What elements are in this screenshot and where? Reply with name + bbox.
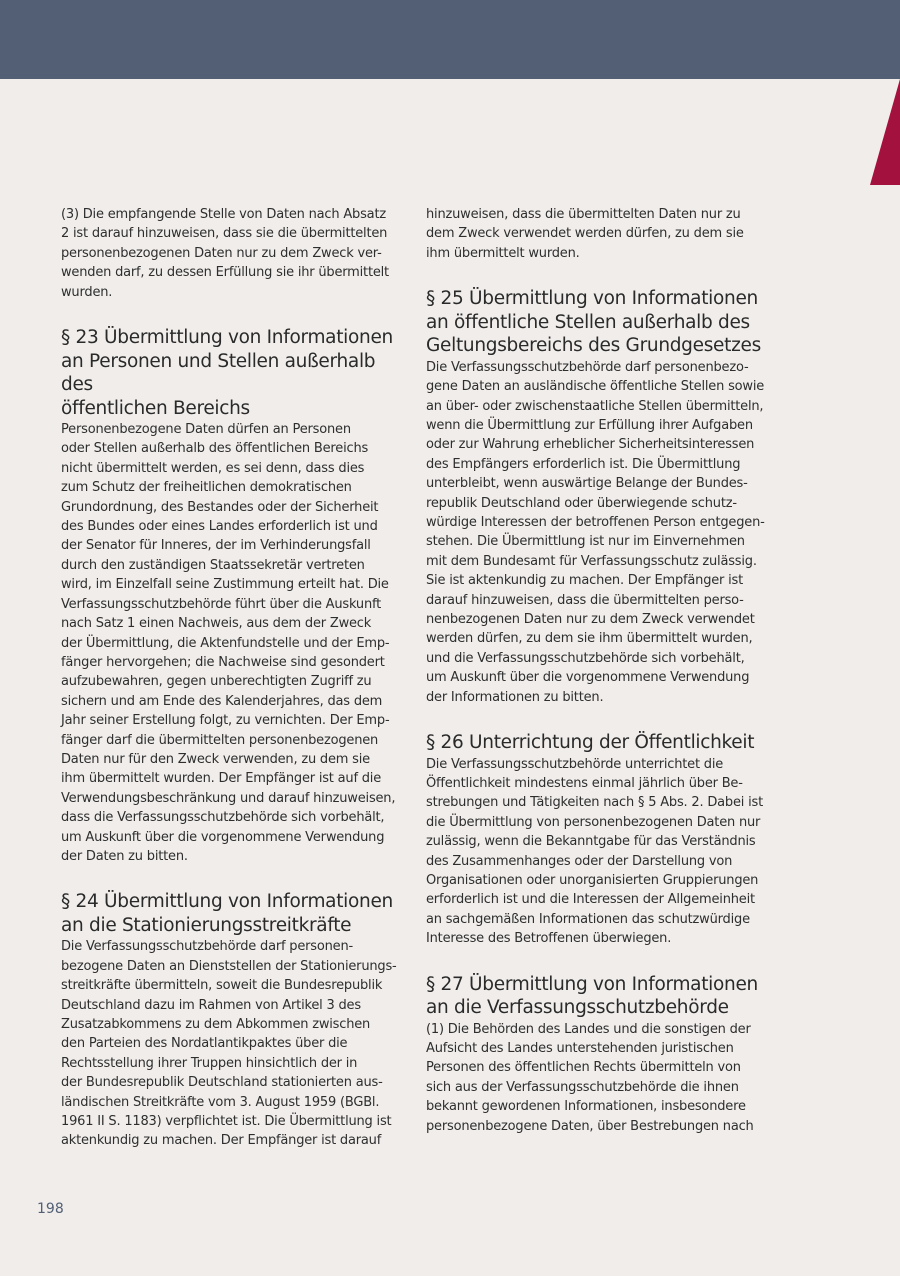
section-23-body: Personenbezogene Daten dürfen an Personen oder Stellen außerhalb des öffentlichen Bereichs nicht übermittelt werden, es sei denn, dass dies zum Schutz der freiheitlichen demokratischen Grundordnung, des Bestandes oder der Sicherheit des Bundes oder eines Landes erforderlich ist und der Senator für Inneres, der im Verhinderungsfall durch den zuständigen Staatssekretär vertreten wird, im Einzelfall seine Zustimmung erteilt hat. Die Verfassungsschutzbehörde führt über die Auskunft nach Satz 1 einen Nachweis, aus dem der Zweck der Übermittlung, die Aktenfundstelle und der Emp- fänger hervorgehen; die Nachweise sind gesondert aufzubewahren, gegen unberechtigten Zugriff zu sichern und am Ende des Kalenderjahres, das dem Jahr seiner Erstellung folgt, zu vernichten. Der Emp- fänger darf die übermittelten personenbezogenen Daten nur für den Zweck verwenden, zu dem sie ihm übermittelt wurden. Der Empfänger ist auf die Verwendungsbeschränkung und darauf hinzuweisen, dass die Verfassungsschutzbehörde sich vorbehält, um Auskunft über die vorgenommene Verwendung der Daten zu bitten. bbox=[61, 422, 396, 864]
header-band bbox=[0, 0, 900, 79]
right-column bbox=[426, 205, 771, 1136]
section-23 bbox=[61, 326, 401, 866]
corner-accent-shape bbox=[870, 79, 900, 185]
section-26 bbox=[426, 731, 771, 949]
left-column bbox=[61, 205, 401, 1151]
section-26-heading: § 26 Unterrichtung der Öffentlichkeit bbox=[426, 732, 755, 754]
intro-paragraph-left: (3) Die empfangende Stelle von Daten nach Absatz 2 ist darauf hinzuweisen, dass sie die übermittelten personenbezogenen Daten nur zu dem Zweck ver- wenden darf, zu dessen Erfüllung sie ihr übermittelt wurden. bbox=[61, 207, 389, 300]
section-25 bbox=[426, 287, 771, 707]
page-number: 198 bbox=[37, 1201, 64, 1217]
intro-paragraph-right: hinzuweisen, dass die übermittelten Daten nur zu dem Zweck verwendet werden dürfen, zu dem sie ihm übermittelt wurden. bbox=[426, 207, 744, 261]
section-24 bbox=[61, 890, 401, 1150]
corner-accent-triangle bbox=[870, 79, 900, 185]
section-27-heading: § 27 Übermittlung von Informationen an die Verfassungsschutzbehörde bbox=[426, 973, 758, 1019]
section-27-body: (1) Die Behörden des Landes und die sonstigen der Aufsicht des Landes unterstehenden juristischen Personen des öffentlichen Rechts übermitteln von sich aus der Verfassungsschutzbehörde die ihnen bekannt gewordenen Informationen, insbesondere personenbezogene Daten, über Bestrebungen nach bbox=[426, 1021, 754, 1134]
section-25-body: Die Verfassungsschutzbehörde darf personenbezo- gene Daten an ausländische öffentliche Stellen sowie an über- oder zwischenstaatliche Stellen übermitteln, wenn die Übermittlung zur Erfüllung ihrer Aufgaben oder zur Wahrung erheblicher Sicherheitsinteressen des Empfängers erforderlich ist. Die Übermittlung unterbleibt, wenn auswärtige Belange der Bundes- republik Deutschland oder überwiegende schutz- würdige Interessen der betroffenen Person entgegen- stehen. Die Übermittlung ist nur im Einvernehmen mit dem Bundesamt für Verfassungsschutz zulässig. Sie ist aktenkundig zu machen. Der Empfänger ist darauf hinzuweisen, dass die übermittelten perso- nenbezogenen Daten nur zu dem Zweck verwendet werden dürfen, zu dem sie ihm übermittelt wurden, und die Verfassungsschutzbehörde sich vorbehält, um Auskunft über die vorgenommene Verwendung der Informationen zu bitten. bbox=[426, 359, 765, 705]
section-24-heading: § 24 Übermittlung von Informationen an die Stationierungsstreitkräfte bbox=[61, 891, 393, 936]
section-23-heading: § 23 Übermittlung von Informationen an Personen und Stellen außerhalb des öffentlichen Bereichs bbox=[61, 327, 393, 419]
section-24-body: Die Verfassungsschutzbehörde darf personen- bezogene Daten an Dienststellen der Stationierungs- streitkräfte übermitteln, soweit die Bundesrepublik Deutschland dazu im Rahmen von Artikel 3 des Zusatzabkommens zu dem Abkommen zwischen den Parteien des Nordatlantikpaktes über die Rechtsstellung ihrer Truppen hinsichtlich der in der Bundesrepublik Deutschland stationierten aus- ländischen Streitkräfte vom 3. August 1959 (BGBl. 1961 II S. 1183) verpflichtet ist. Die Übermittlung ist aktenkundig zu machen. Der Empfänger ist darauf bbox=[61, 939, 397, 1149]
section-27 bbox=[426, 973, 771, 1136]
section-25-heading: § 25 Übermittlung von Informationen an öffentliche Stellen außerhalb des Geltungsbereichs des Grundgesetzes bbox=[426, 288, 761, 357]
section-26-body: Die Verfassungsschutzbehörde unterrichtet die Öffentlichkeit mindestens einmal jährlich über Be- strebungen und Tätigkeiten nach § 5 Abs. 2. Dabei ist die Übermittlung von personenbezogenen Daten nur zulässig, wenn die Bekanntgabe für das Verständnis des Zusammenhanges oder der Darstellung von Organisationen oder unorganisierten Gruppierungen erforderlich ist und die Interessen der Allgemeinheit an sachgemäßen Informationen das schutzwürdige Interesse des Betroffenen überwiegen. bbox=[426, 756, 763, 947]
